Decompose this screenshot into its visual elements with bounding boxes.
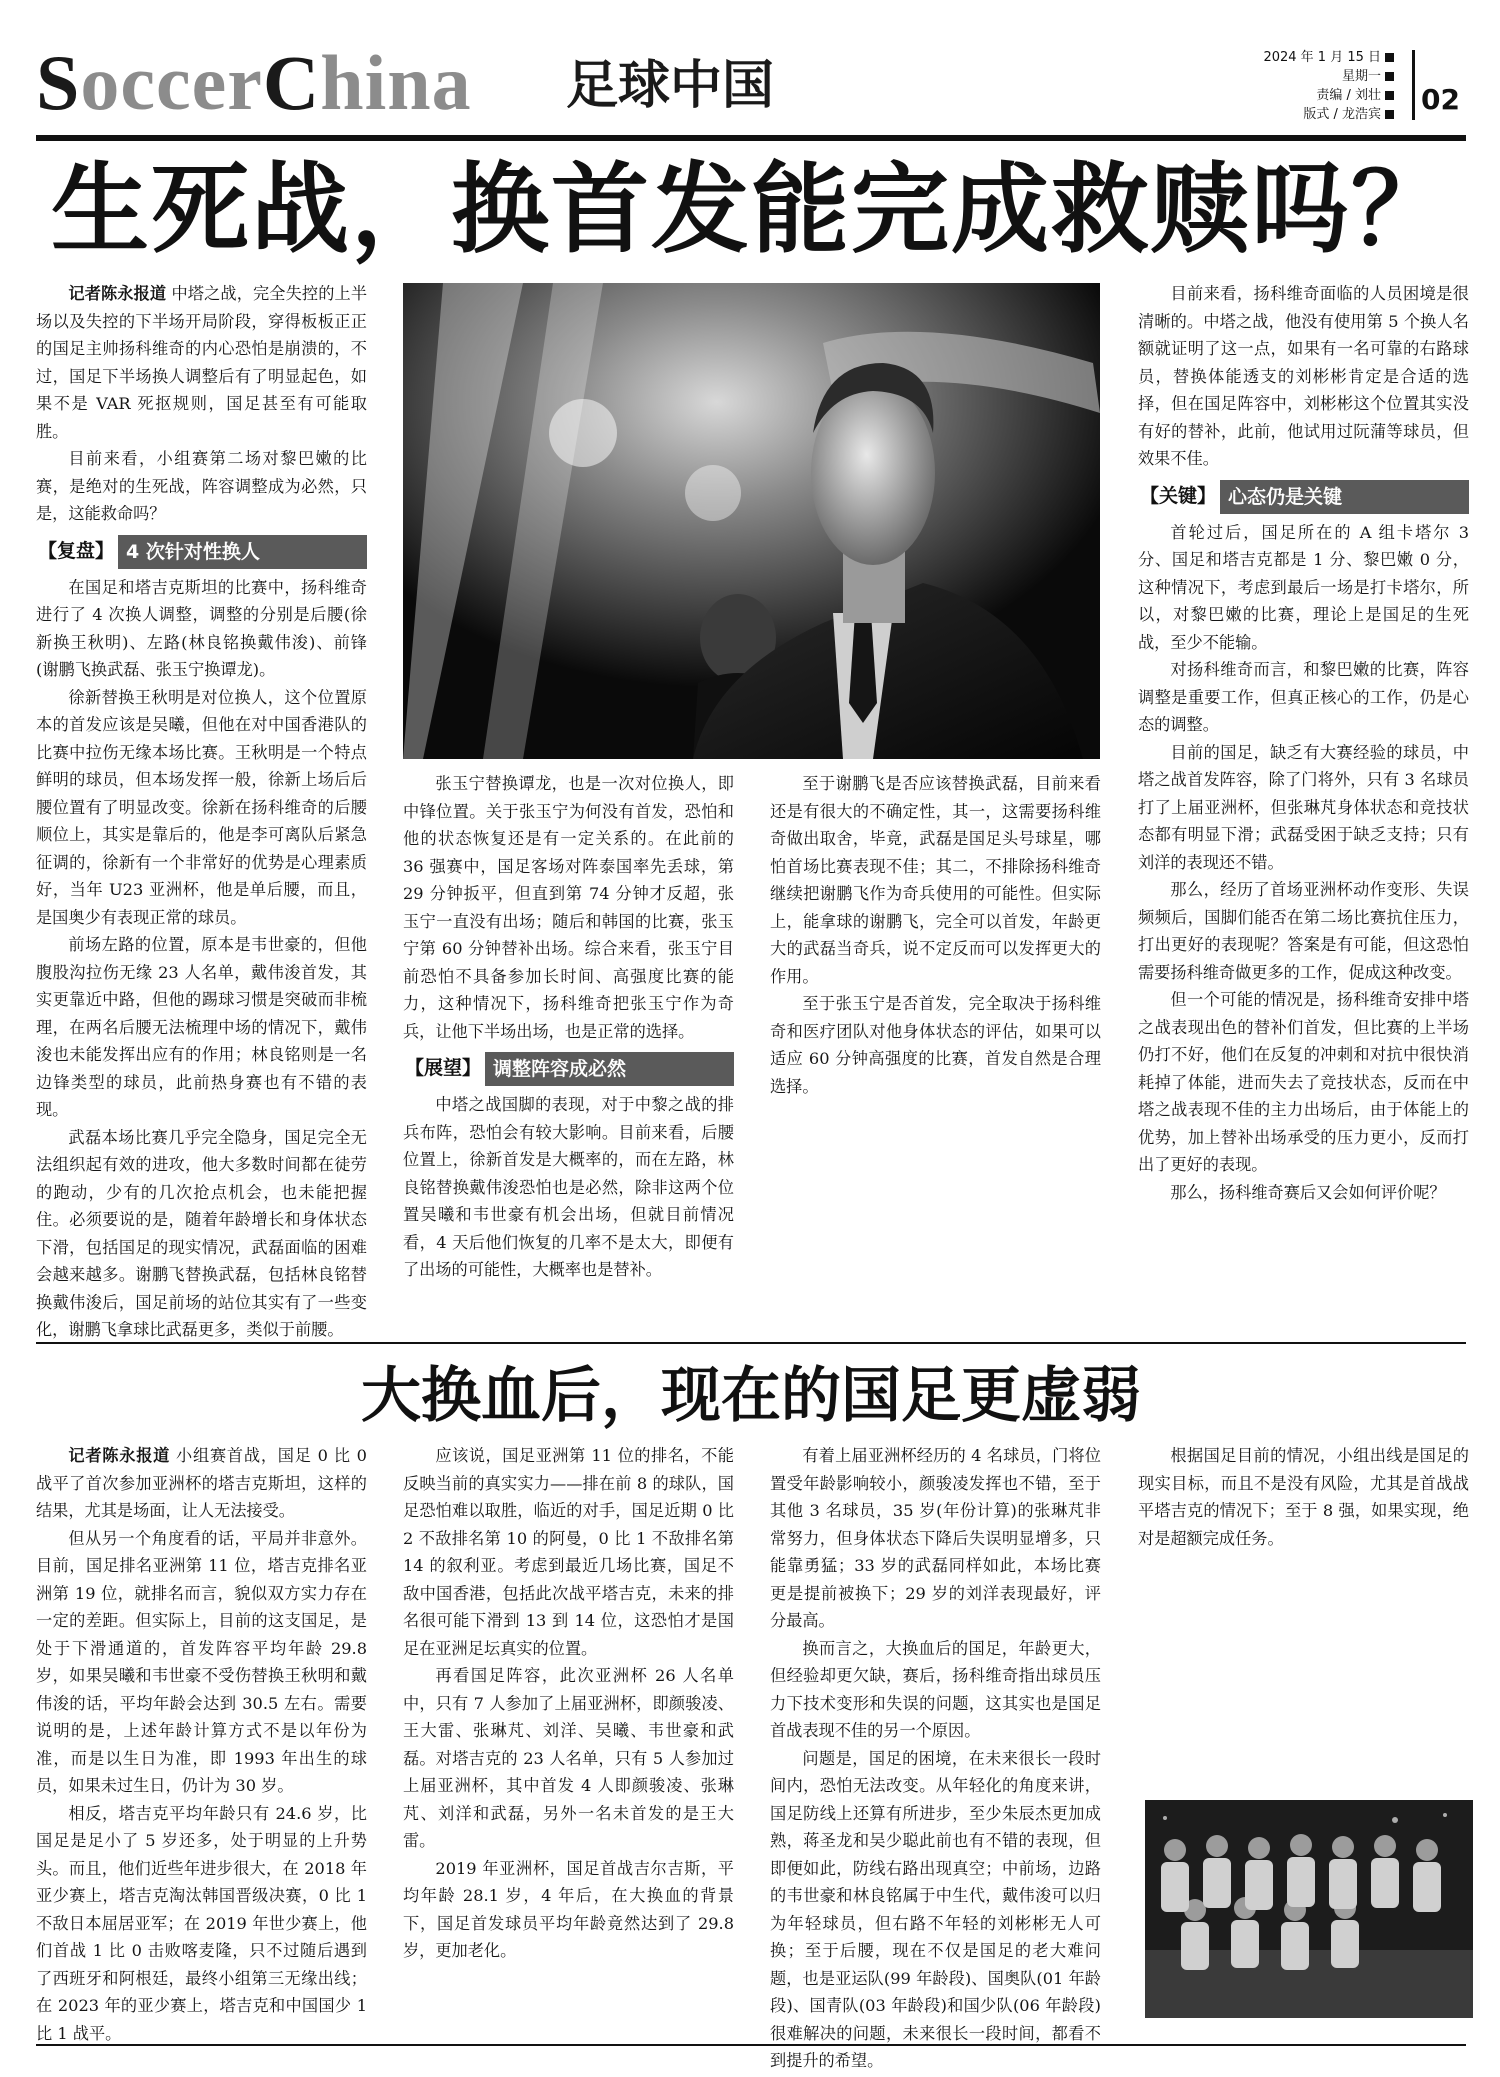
article1-column-4 [1138,280,1469,1332]
article2-paragraph: 应该说，国足亚洲第 11 位的排名，不能反映当前的真实实力——排在前 8 的球队，国足恐怕难以取胜，临近的对手，国足近期 0 比 2 不敌排名第 10 的阿曼，0 比 1 不敌排名第 14 的叙利亚。考虑到最近几场比赛，国足不敌中国香港，包括此次战平塔吉克，未来的排名很可能下滑到 13 到 14 位，这恐怕才是国足在亚洲足坛真实的位置。 [403,1446,734,1658]
article2-paragraph: 有着上届亚洲杯经历的 4 名球员，门将位置受年龄影响较小，颜骏凌发挥也不错，至于其他 3 名球员，35 岁(年份计算)的张琳芃非常努力，但身体状态下降后失误明显增多，只能靠勇猛；33 岁的武磊同样如此，本场比赛更是提前被换下；29 岁的刘洋表现最好，评分最高。 [770,1446,1101,1630]
article1-paragraph: 那么，经历了首场亚洲杯动作变形、失误频频后，国脚们能否在第二场比赛抗住压力，打出更好的表现呢？答案是有可能，但这恐怕需要扬科维奇做更多的工作，促成这种改变。 [1138,880,1469,982]
article1-paragraph: 目前来看，扬科维奇面临的人员困境是很清晰的。中塔之战，他没有使用第 5 个换人名额就证明了这一点，如果有一名可靠的右路球员，替换体能透支的刘彬彬肯定是合适的选择，但在国足阵容中，刘彬彬这个位置其实没有好的替补，此前，他试用过阮蒲等球员，但效果不佳。 [1138,284,1469,468]
issue-weekday: 星期一 [1263,67,1394,86]
article1-column-2 [403,770,734,1332]
logo: SoccerChina [36,39,472,126]
issue-layout: 版式 / 龙浩宾 [1263,105,1394,124]
article1-paragraph: 目前来看，小组赛第二场对黎巴嫩的比赛，是绝对的生死战，阵容调整成为必然，只是，这能救命吗？ [36,449,367,523]
article1-paragraph: 张玉宁替换谭龙，也是一次对位换人，即中锋位置。关于张玉宁为何没有首发，恐怕和他的状态恢复还是有一定关系的。在此前的 36 强赛中，国足客场对阵泰国率先丢球，第 29 分钟扳平，但直到第 74 分钟才反超，张玉宁一直没有出场；随后和韩国的比赛，张玉宁第 60 分钟替补出场。综合来看，张玉宁目前恐怕不具备参加长时间、高强度比赛的能力，这种情况下，扬科维奇把张玉宁作为奇兵，让他下半场出场，也是正常的选择。 [403,774,734,1041]
article1-column-1 [36,280,368,1339]
article2-column-3 [770,1442,1101,2070]
article1-paragraph: 在国足和塔吉克斯坦的比赛中，扬科维奇进行了 4 次换人调整，调整的分别是后腰(徐新换王秋明)、左路(林良铭换戴伟浚)、前锋(谢鹏飞换武磊、张玉宁换谭龙)。 [36,577,367,679]
article1-lead: 记者陈永报道 中塔之战，完全失控的上半场以及失控的下半场开局阶段，穿得板板正正的国足主帅扬科维奇的内心恐怕是崩溃的，不过，国足下半场换人调整后有了明显起色，如果不是 VAR 死抠规则，国足甚至有可能取胜。 [36,284,368,441]
article1-paragraph: 武磊本场比赛几乎完全隐身，国足完全无法组织起有效的进攻，他大多数时间都在徒劳的跑动，少有的几次抢点机会，也未能把握住。必须要说的是，随着年龄增长和身体状态下滑，包括国足的现实情况，武磊面临的困难会越来越多。谢鹏飞替换武磊，包括林良铭替换戴伟浚后，国足前场的站位其实有了一些变化，谢鹏飞拿球比武磊更多，类似于前腰。 [36,1127,367,1339]
article2-headline: 大换血后，现在的国足更虚弱 [361,1361,1141,1431]
article1-paragraph: 至于张玉宁是否首发，完全取决于扬科维奇和医疗团队对他身体状态的评估，如果可以适应 60 分钟高强度的比赛，首发自然是合理选择。 [770,994,1101,1096]
logo-chinese: 足球中国 [566,56,775,116]
issue-editor: 责编 / 刘壮 [1263,86,1394,105]
team-photo [1145,1800,1473,2018]
article1-paragraph: 徐新替换王秋明是对位换人，这个位置原本的首发应该是吴曦，但他在对中国香港队的比赛中拉伤无缘本场比赛。王秋明是一个特点鲜明的球员，但本场发挥一般，徐新上场后后腰位置有了明显改变。徐新在扬科维奇的后腰顺位上，其实是靠后的，他是李可离队后紧急征调的，徐新有一个非常好的优势是心理素质好，当年 U23 亚洲杯，他是单后腰，而且，是国奥少有表现正常的球员。 [36,687,367,927]
article1-column-3 [770,770,1101,1332]
masthead-rule [36,135,1466,141]
article2-paragraph: 问题是，国足的困境，在未来很长一段时间内，恐怕无法改变。从年轻化的角度来讲，国足防线上还算有所进步，至少朱辰杰更加成熟，蒋圣龙和吴少聪此前也有不错的表现，但即便如此，防线右路出现真空；中前场，边路的韦世豪和林良铭属于中生代，戴伟浚可以归为年轻球员，但右路不年轻的刘彬彬无人可换；至于后腰，现在不仅是国足的老大难问题，也是亚运队(99 年龄段)、国奥队(01 年龄段)、国青队(03 年龄段)和国少队(06 年龄段)很难解决的问题，未来很长一段时间，都看不到提升的希望。 [770,1748,1101,2070]
article2-column-1 [36,1442,367,2043]
coach-photo-illustration [403,283,1100,759]
team-photo-illustration [1145,1800,1473,2018]
article1-paragraph: 那么，扬科维奇赛后又会如何评价呢？ [1170,1182,1446,1202]
section-heading-outlook: 【展望】 调整阵容成必然 [403,1051,734,1087]
article1-headline: 生死战，换首发能完成救赎吗？ [50,153,1451,267]
article2-paragraph: 换而言之，大换血后的国足，年龄更大，但经验却更欠缺，赛后，扬科维奇指出球员压力下技术变形和失误的问题，这其实也是国足首战表现不佳的另一个原因。 [770,1638,1101,1740]
article1-paragraph: 但一个可能的情况是，扬科维奇安排中塔之战表现出色的替补们首发，但比赛的上半场仍打不好，他们在反复的冲刺和对抗中很快消耗掉了体能，进而失去了竞技状态，反而在中塔之战表现不佳的主力出场后，由于体能上的优势，加上替补出场承受的压力更小，反而打出了更好的表现。 [1138,990,1469,1174]
masthead [36,38,1466,128]
article1-paragraph: 对扬科维奇而言，和黎巴嫩的比赛，阵容调整是重要工作，但真正核心的工作，仍是心态的调整。 [1138,660,1469,734]
article1-byline: 记者陈永报道 [68,284,167,303]
article2-byline: 记者陈永报道 [68,1446,171,1465]
article1-paragraph: 目前的国足，缺乏有大赛经验的球员，中塔之战首发阵容，除了门将外，只有 3 名球员打了上届亚洲杯，但张琳芃身体状态和竞技状态都有明显下滑；武磊受困于缺乏支持；只有刘洋的表现还不错。 [1138,742,1469,872]
article-divider [36,1342,1466,1344]
article2-paragraph: 2019 年亚洲杯，国足首战吉尔吉斯，平均年龄 28.1 岁，4 年后，在大换血的背景下，国足首发球员平均年龄竟然达到了 29.8 岁，更加老化。 [403,1858,734,1960]
article2-paragraph: 再看国足阵容，此次亚洲杯 26 人名单中，只有 7 人参加了上届亚洲杯，即颜骏凌、王大雷、张琳芃、刘洋、吴曦、韦世豪和武磊。对塔吉克的 23 人名单，只有 5 人参加过上届亚洲杯，其中首发 4 人即颜骏凌、张琳芃、刘洋和武磊，另外一名未首发的是王大雷。 [403,1666,734,1850]
section-heading-review: 【复盘】 4 次针对性换人 [36,534,367,570]
page-number: 02 [1412,50,1466,120]
article2-paragraph: 根据国足目前的情况，小组出线是国足的现实目标，而且不是没有风险，尤其是首战战平塔吉克的情况下；至于 8 强，如果实现，绝对是超额完成任务。 [1138,1446,1469,1548]
bottom-rule [36,2044,1466,2046]
article2-paragraph: 但从另一个角度看的话，平局并非意外。目前，国足排名亚洲第 11 位，塔吉克排名亚洲第 19 位，就排名而言，貌似双方实力存在一定的差距。但实际上，目前的这支国足，是处于下滑通道的，首发阵容平均年龄 29.8 岁，如果吴曦和韦世豪不受伤替换王秋明和戴伟浚的话，平均年龄会达到 30.5 左右。需要说明的是，上述年龄计算方式不是以年份为准，而是以生日为准，即 1993 年出生的球员，如果未过生日，仍计为 30 岁。 [36,1528,367,1795]
issue-date: 2024 年 1 月 15 日 [1263,48,1394,67]
article2-paragraph: 相反，塔吉克平均年龄只有 24.6 岁，比国足是足小了 5 岁还多，处于明显的上升势头。而且，他们近些年进步很大，在 2018 年亚少赛上，塔吉克淘汰韩国晋级决赛，0 比 1 不敌日本屈居亚军；在 2019 年世少赛上，他们首战 1 比 0 击败喀麦隆，只不过随后遇到了西班牙和阿根廷，最终小组第三无缘出线；在 2023 年的亚少赛上，塔吉克和中国国少 1 比 1 战平。 [36,1803,367,2043]
article2-column-4 [1138,1442,1469,1792]
article1-paragraph: 中塔之战国脚的表现，对于中黎之战的排兵布阵，恐怕会有较大影响。目前来看，后腰位置上，徐新首发是大概率的，而在左路，林良铭替换戴伟浚恐怕也是必然，除非这两个位置吴曦和韦世豪有机会出场，但就目前情况看，4 天后他们恢复的几率不是太大，即便有了出场的可能性，大概率也是替补。 [403,1095,734,1279]
article2-lead: 记者陈永报道 小组赛首战，国足 0 比 0 战平了首次参加亚洲杯的塔吉克斯坦，这样的结果，尤其是场面，让人无法接受。 [36,1446,367,1520]
article1-paragraph: 首轮过后，国足所在的 A 组卡塔尔 3 分、国足和塔吉克都是 1 分、黎巴嫩 0 分，这种情况下，考虑到最后一场是打卡塔尔，所以，对黎巴嫩的比赛，理论上是国足的生死战，至少不能输。 [1138,522,1469,652]
article2-column-2 [403,1442,734,2032]
section-heading-key: 【关键】 心态仍是关键 [1138,479,1469,515]
coach-photo [403,283,1100,759]
issue-meta [1263,48,1394,124]
article1-paragraph: 前场左路的位置，原本是韦世豪的，但他腹股沟拉伤无缘 23 人名单，戴伟浚首发，其实更靠近中路，但他的踢球习惯是突破而非梳理，在两名后腰无法梳理中场的情况下，戴伟浚也未能发挥出应有的作用；林良铭则是一名边锋类型的球员，此前热身赛也有不错的表现。 [36,935,367,1119]
article1-paragraph: 至于谢鹏飞是否应该替换武磊，目前来看还是有很大的不确定性，其一，这需要扬科维奇做出取舍，毕竟，武磊是国足头号球星，哪怕首场比赛表现不佳；其二，不排除扬科维奇继续把谢鹏飞作为奇兵使用的可能性。但实际上，能拿球的谢鹏飞，完全可以首发，年龄更大的武磊当奇兵，说不定反而可以发挥更大的作用。 [770,774,1101,986]
